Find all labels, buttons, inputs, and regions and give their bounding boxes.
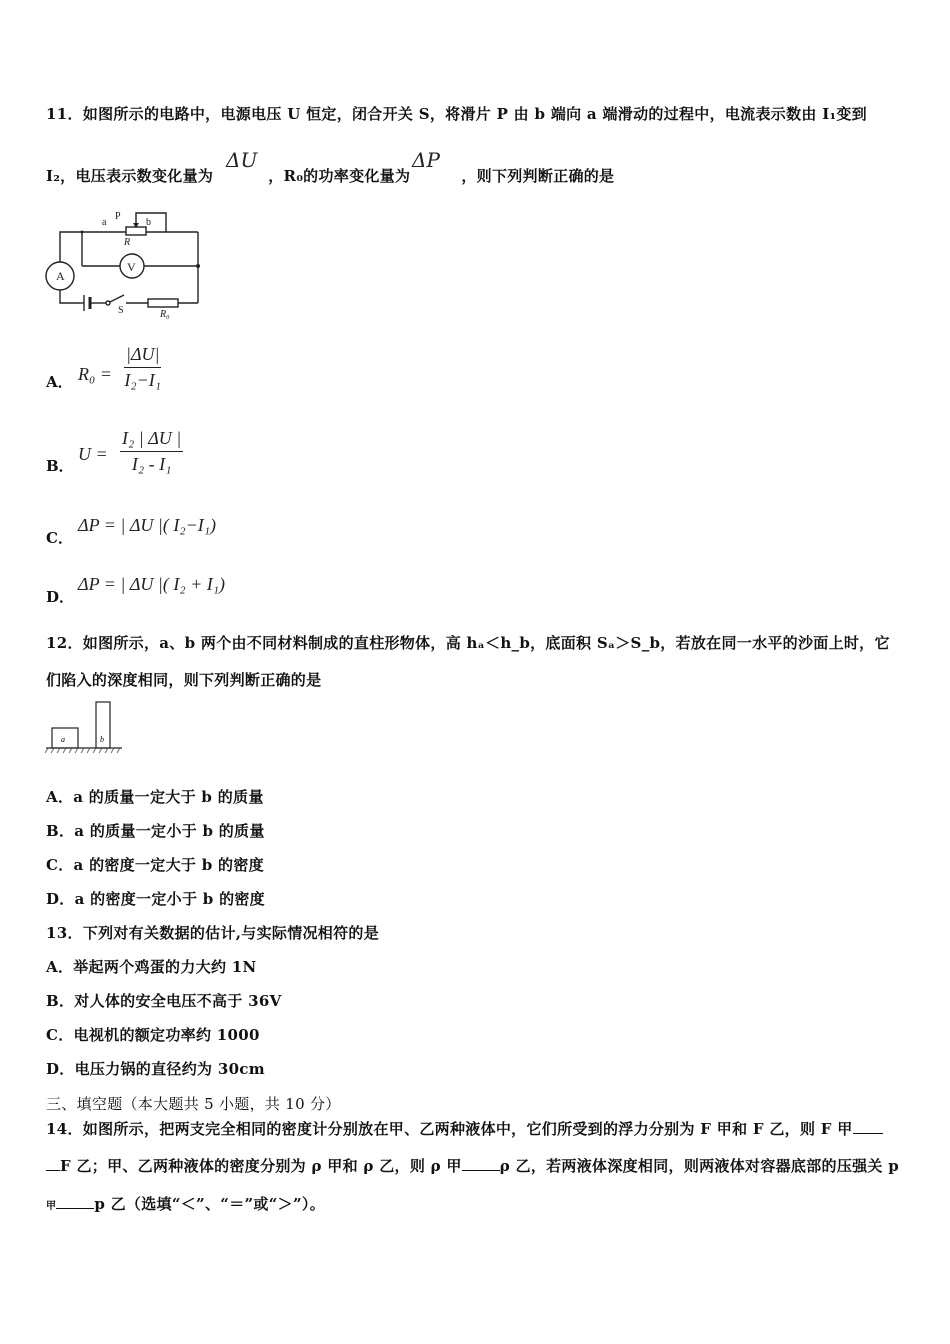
section3-title: 三、填空题（本大题共 5 小题，共 10 分） xyxy=(46,1095,341,1113)
q14-blank-2 xyxy=(462,1158,500,1171)
q11-option-b-den: I₂ - I₁ xyxy=(131,454,172,474)
q11-option-d-label: D． xyxy=(46,588,75,606)
circuit-label-a: a xyxy=(102,217,107,228)
q14-line2-b: ρ 乙，若两液体深度相同，则两液体对容器底部的压强关 p xyxy=(499,1157,900,1175)
q14-blank-1a xyxy=(853,1121,883,1134)
q13-option-c: C．电视机的额定功率约 1000 xyxy=(46,1026,260,1044)
q12-option-d: D．a 的密度一定小于 b 的密度 xyxy=(46,890,265,908)
q11-line1: 11．如图所示的电路中，电源电压 U 恒定，闭合开关 S，将滑片 P 由 b 端向 a 端滑动的过程中，电流表示数由 I₁变到 xyxy=(46,105,867,123)
q11-option-b-label: B． xyxy=(46,457,74,475)
q11-line2-a: I₂，电压表示数变化量为 xyxy=(46,167,214,185)
r0-label: R₀ xyxy=(160,309,170,320)
q13-option-a: A．举起两个鸡蛋的力大约 1N xyxy=(46,958,257,976)
q12-figure-label-a: a xyxy=(61,735,65,744)
q11-delta-p: ΔP xyxy=(412,148,440,172)
q12-figure-label-b: b xyxy=(100,735,104,744)
q11-option-c-label: C． xyxy=(46,529,73,547)
q11-line2 xyxy=(46,165,614,186)
q14-line3-b: p 乙（选填“＜”、“＝”或“＞”）。 xyxy=(94,1195,325,1213)
switch-label: S xyxy=(118,305,124,316)
q11-option-b-num: I₂ | ΔU | xyxy=(122,428,182,448)
q11-option-b-fraction xyxy=(120,428,183,475)
q11-circuit-figure xyxy=(40,205,220,323)
q11-option-c-expr: ΔP = | ΔU |( I₂−I₁) xyxy=(78,515,216,535)
q12-option-a: A．a 的质量一定大于 b 的质量 xyxy=(46,788,264,806)
q14-line2-a: F 乙；甲、乙两种液体的密度分别为 ρ 甲和 ρ 乙，则 ρ 甲 xyxy=(60,1157,462,1175)
q14-line3 xyxy=(46,1193,325,1214)
q11-option-a-num: |ΔU| xyxy=(126,344,160,364)
q13-option-d: D．电压力锅的直径约为 30cm xyxy=(46,1060,265,1078)
q11-option-d-expr: ΔP = | ΔU |( I₂ + I₁) xyxy=(78,574,225,594)
q14-line1-text: 14．如图所示，把两支完全相同的密度计分别放在甲、乙两种液体中，它们所受到的浮力分别为 F 甲和 F 乙，则 F 甲 xyxy=(46,1120,853,1138)
q11-option-b-lhs: U = xyxy=(78,444,108,464)
q11-line2-c: ，则下列判断正确的是 xyxy=(461,167,615,185)
circuit-label-p: P xyxy=(115,211,121,222)
q14-line2 xyxy=(46,1155,899,1176)
q14-line1 xyxy=(46,1118,883,1139)
q11-option-a-label: A． xyxy=(46,373,73,391)
q12-figure xyxy=(44,698,124,756)
q12-option-b: B．a 的质量一定小于 b 的质量 xyxy=(46,822,265,840)
q12-option-c: C．a 的密度一定大于 b 的密度 xyxy=(46,856,264,874)
q13-option-b: B．对人体的安全电压不高于 36V xyxy=(46,992,282,1010)
q14-blank-3 xyxy=(56,1196,94,1209)
q14-line3-a: 甲 xyxy=(46,1201,57,1212)
q13-line1: 13．下列对有关数据的估计,与实际情况相符的是 xyxy=(46,924,379,942)
circuit-label-r: R xyxy=(124,237,131,248)
q11-option-a-fraction xyxy=(124,344,161,391)
voltmeter-label: V xyxy=(127,260,136,274)
ammeter-label: A xyxy=(56,269,65,283)
q12-line1: 12．如图所示，a、b 两个由不同材料制成的直柱形物体，高 hₐ＜h_b，底面积 Sₐ＞S_b，若放在同一水平的沙面上时，它 xyxy=(46,634,890,652)
circuit-label-b: b xyxy=(146,217,151,228)
q11-line2-b: ，R₀的功率变化量为 xyxy=(268,167,411,185)
q11-option-a-den: I₂−I₁ xyxy=(124,370,162,390)
q11-delta-u: ΔU xyxy=(226,148,258,172)
q14-blank-1b xyxy=(46,1158,60,1171)
q11-option-a-lhs: R₀ = xyxy=(78,364,112,384)
q12-line2: 们陷入的深度相同，则下列判断正确的是 xyxy=(46,671,322,689)
